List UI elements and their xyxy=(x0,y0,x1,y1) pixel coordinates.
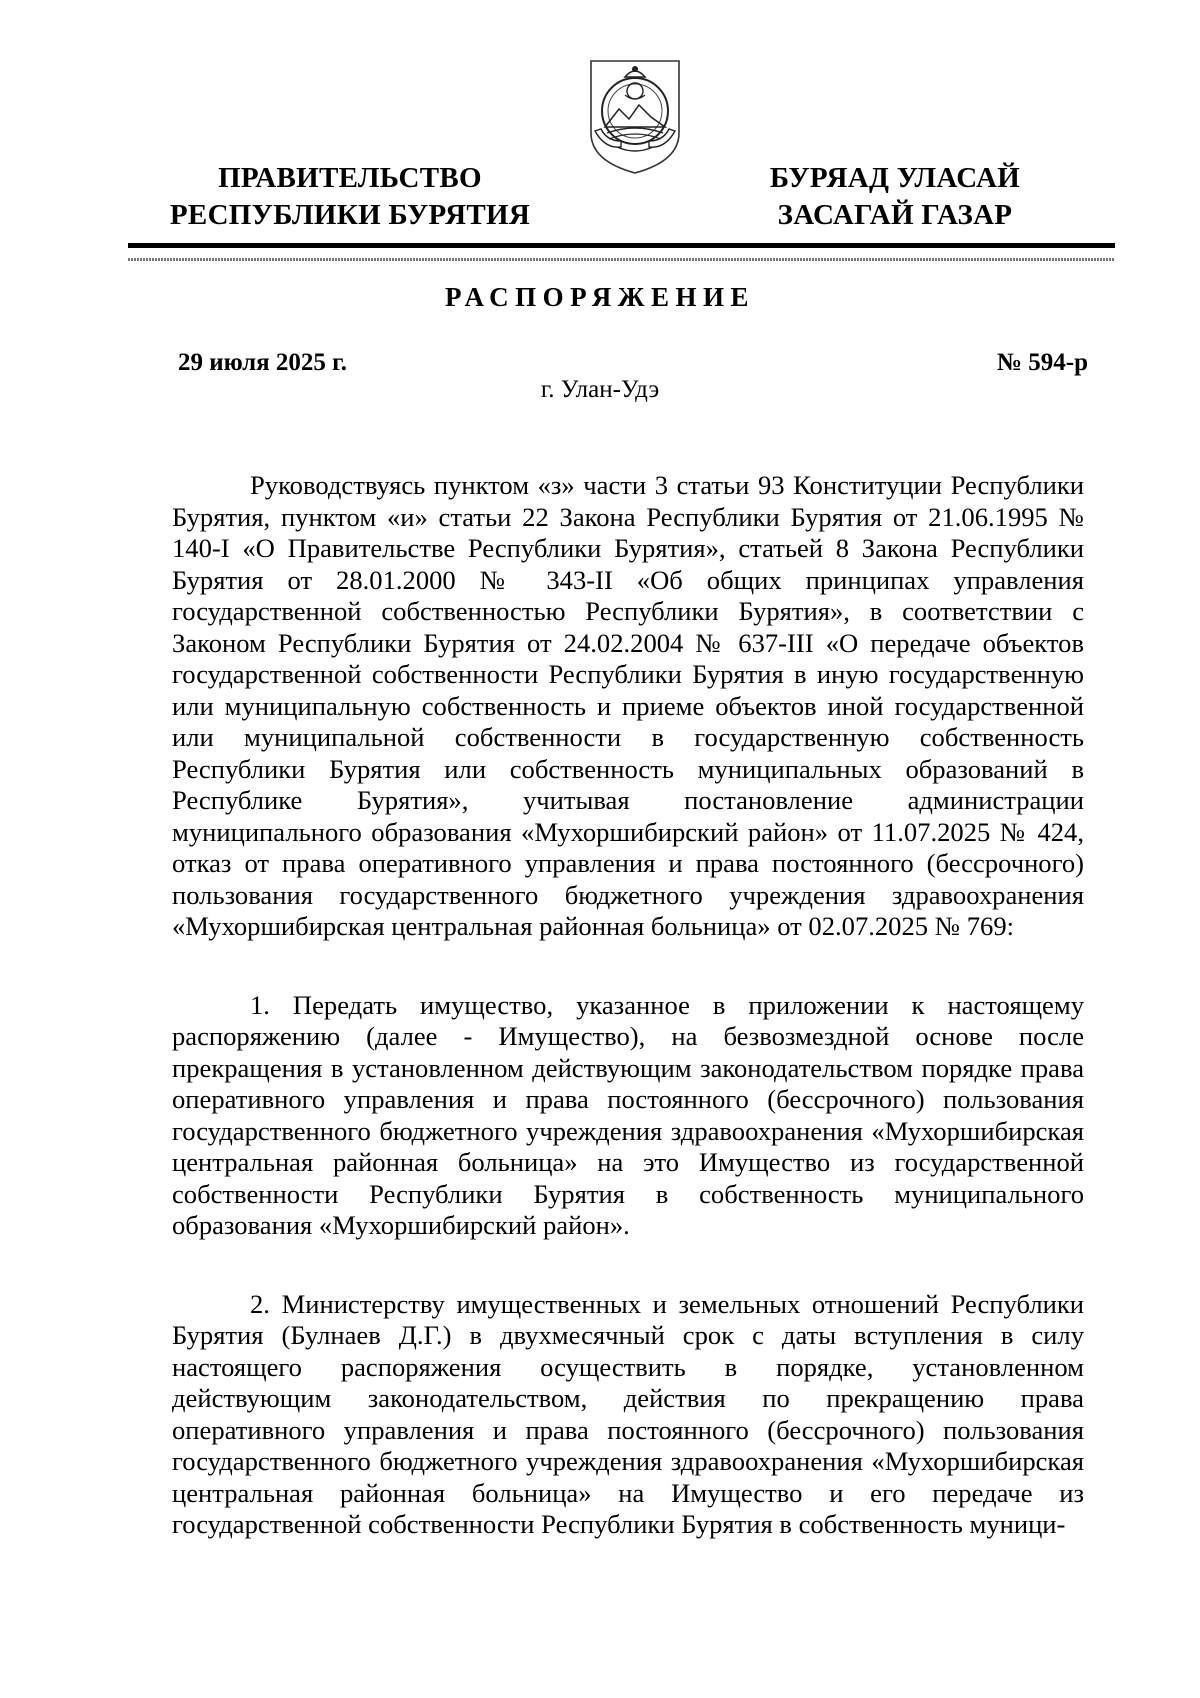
header-divider-thin xyxy=(128,258,1115,261)
header-divider-thick xyxy=(128,243,1115,248)
item-1-paragraph: 1. Передать имущество, указанное в приложении к настоящему распоряжению (далее - Имущество), на безвозмездной основе после прекращения в установленном действующим законодательством порядке права оперативного управления и права постоянного (бессрочного) пользования государственного бюджетного учреждения здравоохранения «Мухоршибирская центральная районная больница» на это Имущество из государственной собственности Республики Бурятия в собственность муниципального образования «Мухоршибирский район». xyxy=(172,989,1084,1240)
issuer-name-russian xyxy=(160,160,540,234)
document-date: 29 июля 2025 г. xyxy=(178,349,347,376)
issuer-name-buryat xyxy=(745,160,1045,234)
issuer-line-1-buryat: БУРЯАД УЛАСАЙ xyxy=(769,162,1021,194)
issuer-line-2: РЕСПУБЛИКИ БУРЯТИЯ xyxy=(169,199,531,231)
coat-of-arms-icon xyxy=(587,57,683,177)
document-number: № 594-р xyxy=(996,349,1088,376)
document-body xyxy=(172,470,1084,1588)
preamble-paragraph: Руководствуясь пунктом «з» части 3 статьи 93 Конституции Республики Бурятия, пунктом «и» статьи 22 Закона Республики Бурятия от 21.06.1995 № 140-I «О Правительстве Республики Бурятия», статьей 8 Закона Республики Бурятия от 28.01.2000 № 343-II «Об общих принципах управления государственной собственностью Республики Бурятия», в соответствии с Законом Республики Бурятия от 24.02.2004 № 637-III «О передаче объектов государственной собственности Республики Бурятия в иную государственную или муниципальную собственность и приеме объектов иной государственной или муниципальной собственности в государственную собственность Республики Бурятия или собственность муниципальных образований в Республике Бурятия», учитывая постановление администрации муниципального образования «Мухоршибирский район» от 11.07.2025 № 424, отказ от права оперативного управления и права постоянного (бессрочного) пользования государственного бюджетного учреждения здравоохранения «Мухоршибирская центральная районная больница» от 02.07.2025 № 769: xyxy=(172,470,1084,941)
item-2-paragraph: 2. Министерству имущественных и земельных отношений Республики Бурятия (Булнаев Д.Г.) в двухмесячный срок с даты вступления в силу настоящего распоряжения осуществить в порядке, установленном действующим законодательством, действия по прекращению права оперативного управления и права постоянного (бессрочного) пользования государственного бюджетного учреждения здравоохранения «Мухоршибирская центральная районная больница» на Имущество и его передаче из государственной собственности Республики Бурятия в собственность муници- xyxy=(172,1288,1084,1539)
document-city: г. Улан-Удэ xyxy=(540,376,660,403)
issuer-line-1: ПРАВИТЕЛЬСТВО xyxy=(218,162,482,194)
document-type-title: РАСПОРЯЖЕНИЕ xyxy=(444,282,756,312)
issuer-line-2-buryat: ЗАСАГАЙ ГАЗАР xyxy=(777,199,1013,231)
